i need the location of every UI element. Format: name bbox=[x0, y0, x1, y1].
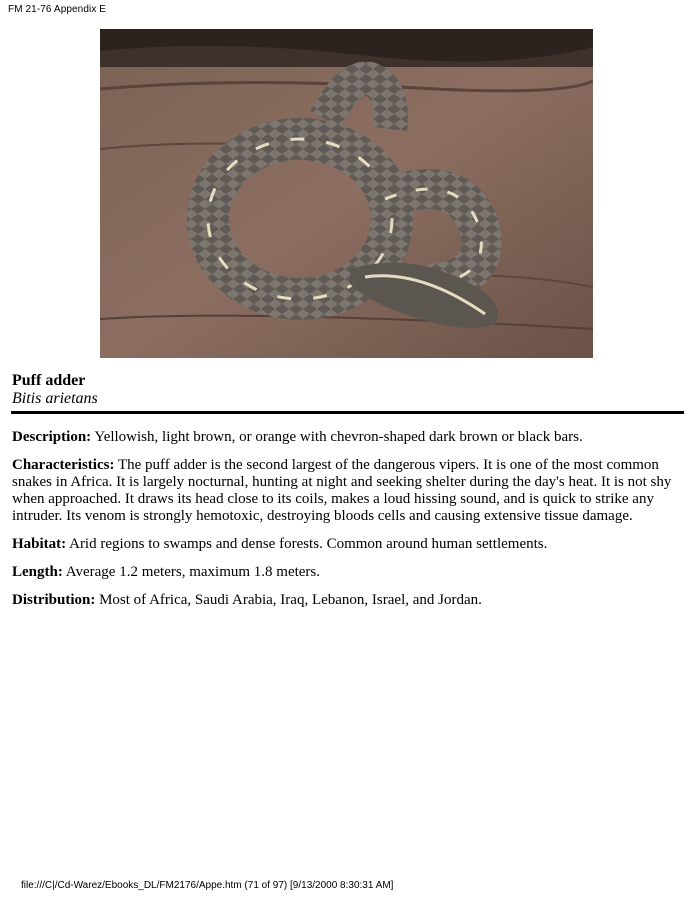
species-title bbox=[12, 372, 98, 408]
distribution-text: Most of Africa, Saudi Arabia, Iraq, Lebanon, Israel, and Jordan. bbox=[99, 592, 482, 608]
description-paragraph bbox=[12, 429, 684, 446]
length-label: Length: bbox=[12, 564, 63, 580]
characteristics-paragraph bbox=[12, 457, 684, 525]
length-paragraph bbox=[12, 564, 684, 581]
habitat-label: Habitat: bbox=[12, 536, 67, 552]
description-text: Yellowish, light brown, or orange with chevron-shaped dark brown or black bars. bbox=[94, 429, 583, 445]
common-name: Puff adder bbox=[12, 372, 86, 389]
running-header: FM 21-76 Appendix E bbox=[8, 4, 107, 15]
length-text: Average 1.2 meters, maximum 1.8 meters. bbox=[65, 564, 321, 580]
distribution-paragraph bbox=[12, 592, 684, 609]
habitat-paragraph bbox=[12, 536, 684, 553]
description-label: Description: bbox=[12, 429, 92, 445]
characteristics-label: Characteristics: bbox=[12, 457, 115, 473]
characteristics-text: The puff adder is the second largest of the dangerous vipers. It is one of the most common snakes in Africa. It is largely nocturnal, hunting at night and seeking shelter during the day's heat. It is not shy when approached. It draws its head close to its coils, makes a loud hissing sound, and is quick to strike any intruder. Its venom is strongly hemotoxic, destroying bloods cells and causing extensive tissue damage. bbox=[12, 457, 672, 524]
species-details bbox=[12, 429, 684, 620]
divider bbox=[11, 411, 684, 414]
puff-adder-photo bbox=[100, 29, 593, 358]
scientific-name: Bitis arietans bbox=[12, 390, 98, 407]
habitat-text: Arid regions to swamps and dense forests. Common around human settlements. bbox=[69, 536, 548, 552]
file-path-footer: file:///C|/Cd-Warez/Ebooks_DL/FM2176/Appe.htm (71 of 97) [9/13/2000 8:30:31 AM] bbox=[21, 880, 394, 891]
distribution-label: Distribution: bbox=[12, 592, 96, 608]
